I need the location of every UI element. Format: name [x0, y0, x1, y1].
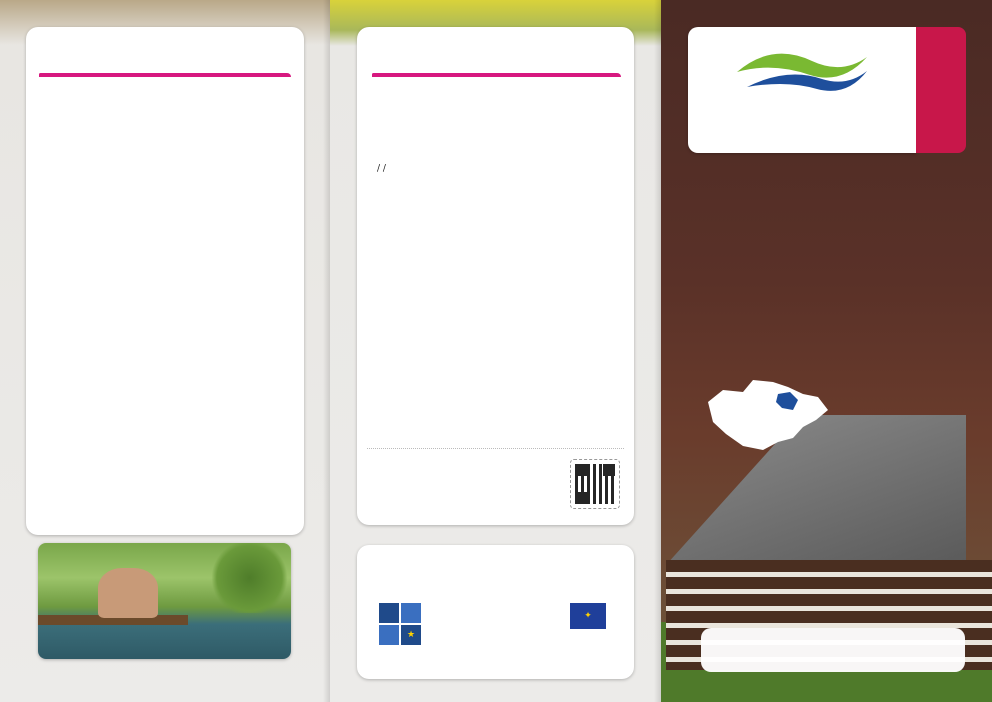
eu-card [357, 545, 634, 679]
url-box[interactable] [701, 628, 965, 672]
ribbon [916, 27, 966, 153]
eu-flag-icon: ✦ [570, 603, 606, 629]
qr-icon [575, 464, 615, 504]
rop-logo: ★ [379, 603, 424, 648]
czech-map-icon [698, 372, 833, 454]
pond-people [98, 568, 158, 618]
left-panel [0, 0, 330, 702]
horse-card [357, 27, 634, 525]
events-card [26, 27, 304, 535]
logo-card [688, 27, 916, 153]
middle-panel [330, 0, 661, 702]
divider [367, 448, 624, 449]
calendar-bar [39, 73, 291, 77]
right-panel [661, 0, 992, 702]
pond-photo [38, 543, 291, 659]
horse-para2: / / [377, 164, 386, 174]
qr-code[interactable] [570, 459, 620, 509]
horse-bar [372, 73, 621, 77]
pond-tree [208, 543, 291, 613]
logo-waves-icon [732, 47, 872, 93]
